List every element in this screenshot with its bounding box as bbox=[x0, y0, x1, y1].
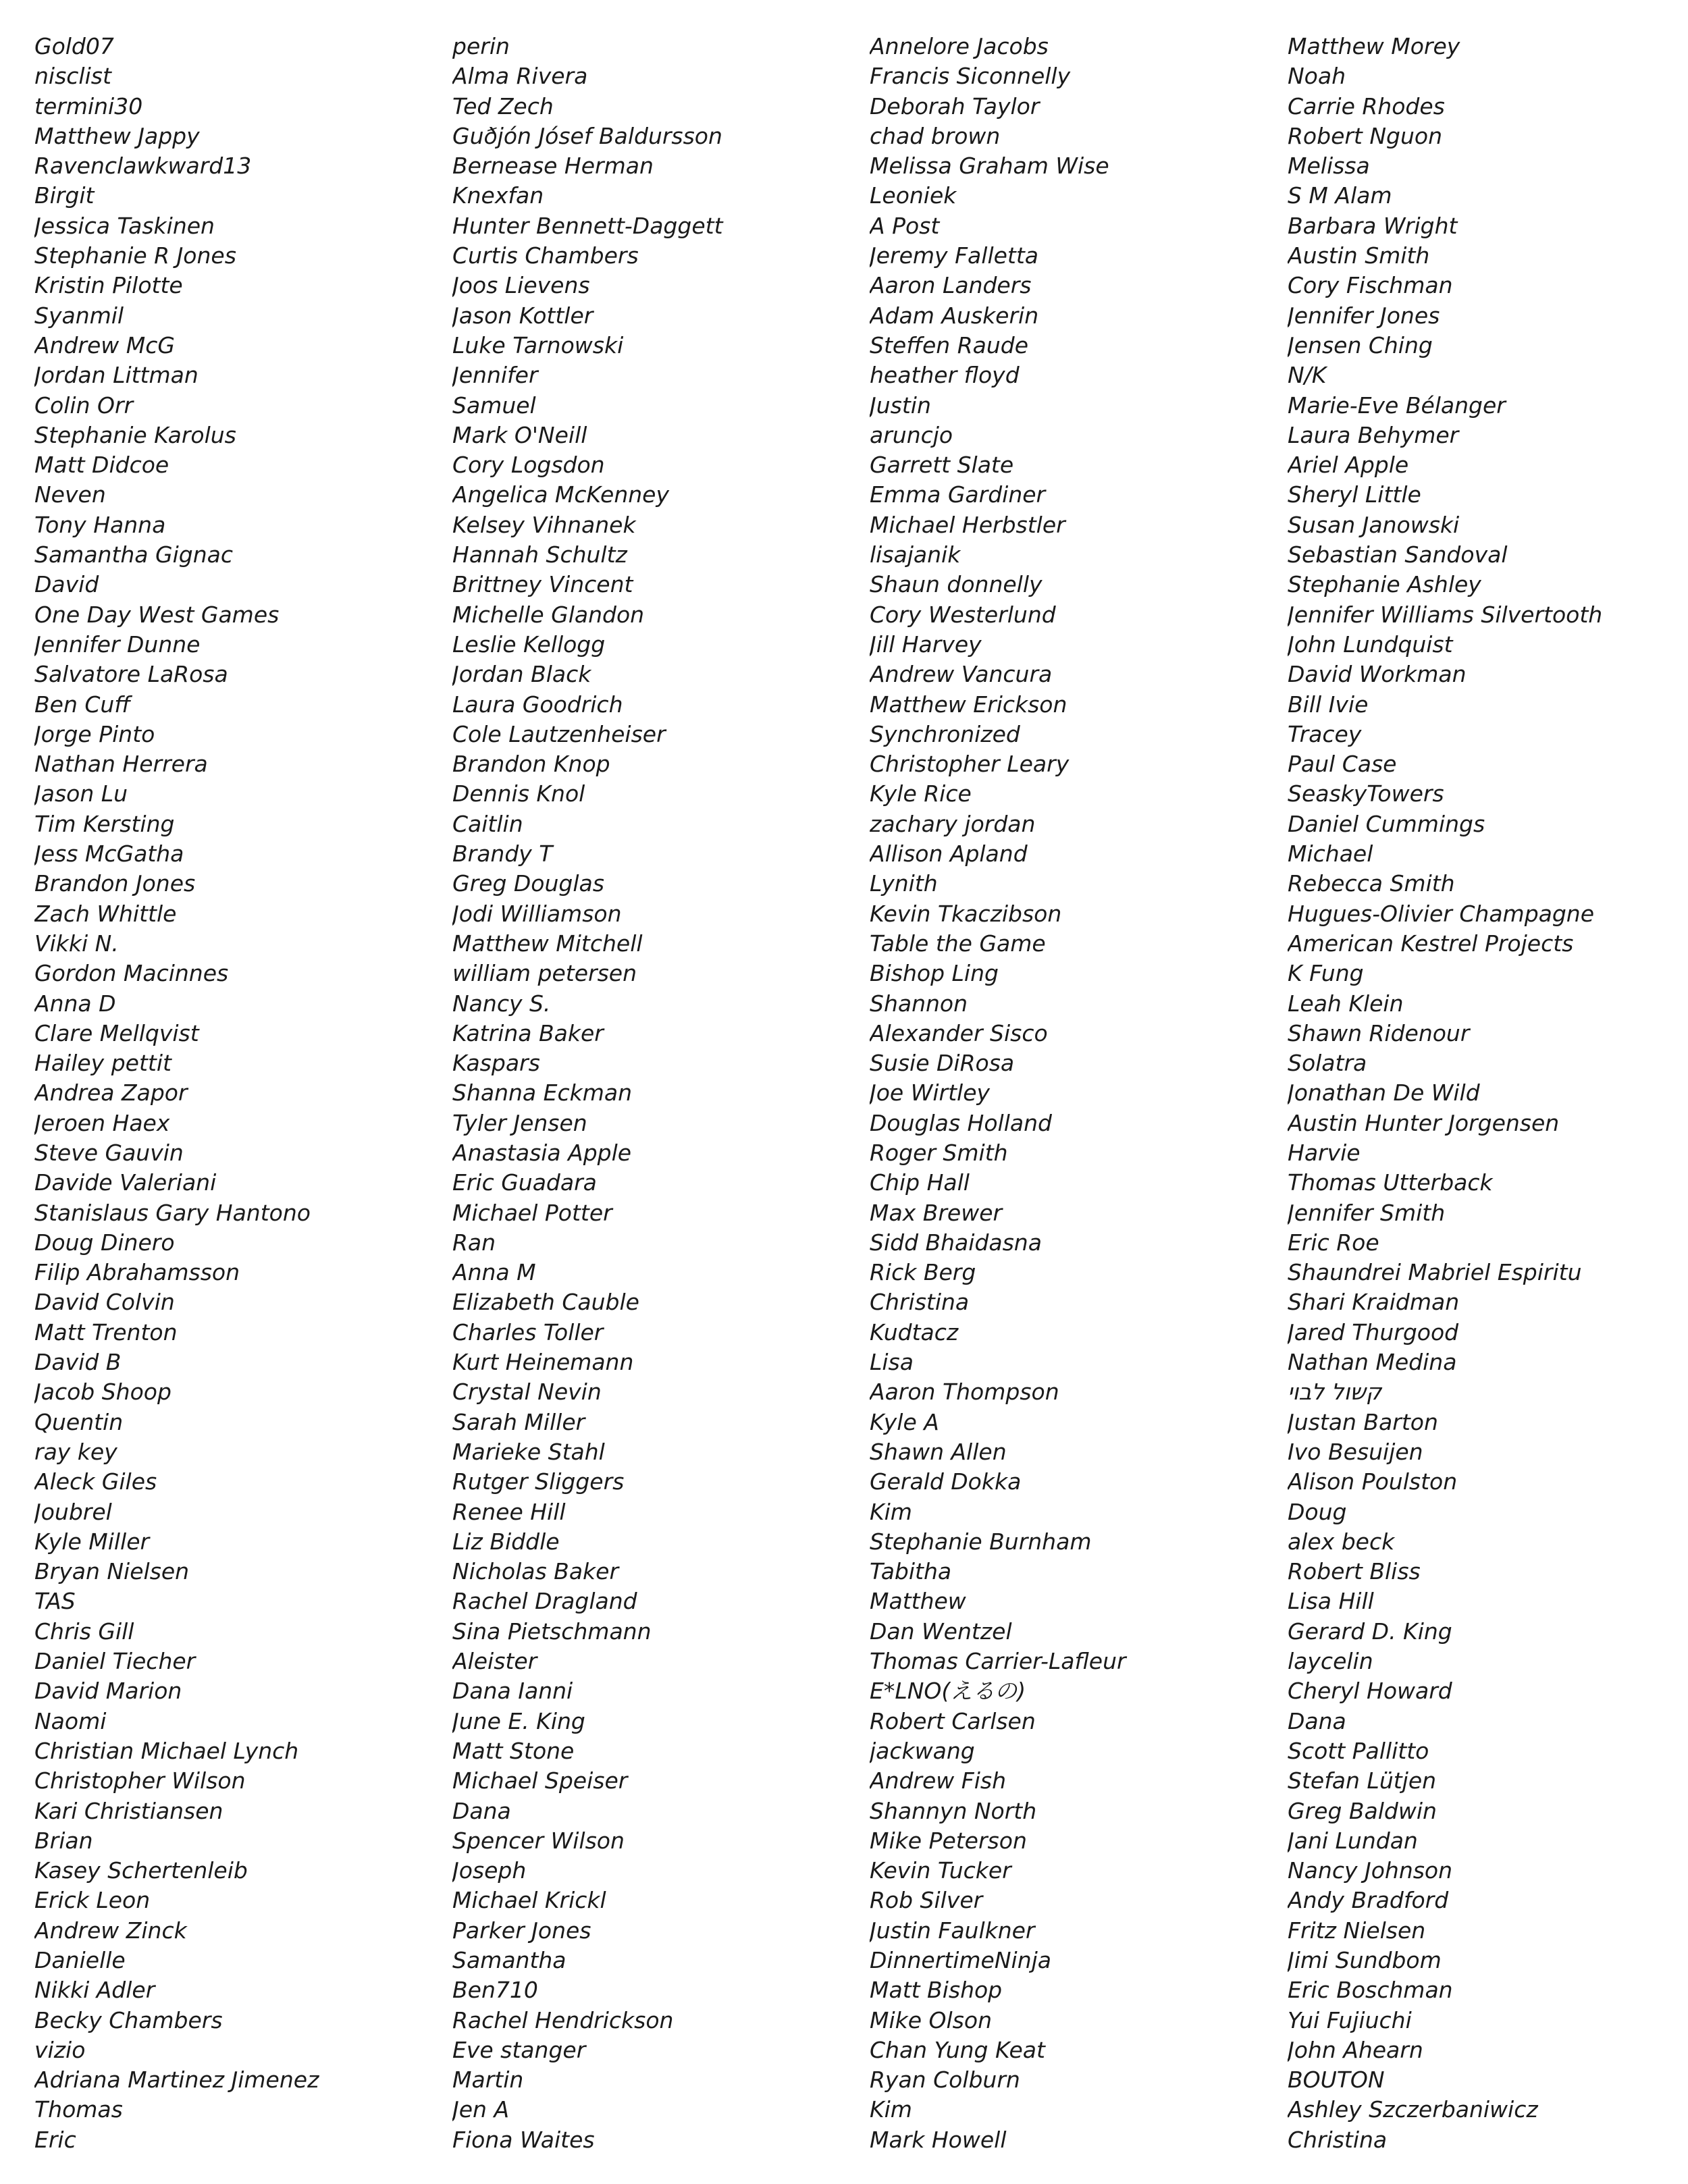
name-entry: Jill Harvey bbox=[870, 631, 982, 658]
name-entry: Dennis Knol bbox=[452, 780, 585, 807]
name-entry: Thomas Carrier-Lafleur bbox=[870, 1648, 1126, 1675]
name-entry: Samantha Gignac bbox=[34, 541, 233, 568]
name-entry: Becky Chambers bbox=[34, 2006, 223, 2033]
name-entry: Mike Peterson bbox=[870, 1827, 1027, 1854]
name-entry: Paul Case bbox=[1288, 751, 1397, 778]
name-entry: Jessica Taskinen bbox=[34, 212, 215, 239]
name-entry: Mark O'Neill bbox=[452, 421, 587, 448]
name-entry: Tabitha bbox=[870, 1558, 952, 1585]
name-entry: Emma Gardiner bbox=[870, 481, 1046, 508]
name-entry: Chris Gill bbox=[34, 1618, 134, 1645]
name-entry: Ben710 bbox=[452, 1977, 538, 2004]
name-entry: Christopher Wilson bbox=[34, 1767, 246, 1794]
name-entry: Rachel Hendrickson bbox=[452, 2006, 674, 2033]
name-entry: Caitlin bbox=[452, 810, 523, 837]
name-entry: Kurt Heinemann bbox=[452, 1349, 634, 1376]
name-entry: Doug Dinero bbox=[34, 1229, 175, 1256]
name-entry: John Lundquist bbox=[1288, 631, 1453, 658]
name-entry: Tracey bbox=[1288, 720, 1362, 747]
name-entry: Jennifer Smith bbox=[1288, 1199, 1446, 1226]
name-entry: Bishop Ling bbox=[870, 960, 999, 987]
name-entry: American Kestrel Projects bbox=[1288, 930, 1574, 957]
name-entry: Steffen Raude bbox=[870, 331, 1029, 358]
name-entry: Eric bbox=[34, 2126, 76, 2153]
name-entry: Bernease Herman bbox=[452, 153, 654, 180]
name-entry: Kevin Tkaczibson bbox=[870, 900, 1062, 927]
name-entry: Hannah Schultz bbox=[452, 541, 627, 568]
name-entry: Shanna Eckman bbox=[452, 1080, 633, 1107]
name-column-1 bbox=[34, 32, 426, 2155]
name-entry: Michael Potter bbox=[452, 1199, 612, 1226]
name-entry: Ran bbox=[452, 1229, 496, 1256]
name-entry: Anna M bbox=[452, 1259, 536, 1286]
name-entry: Knexfan bbox=[452, 182, 544, 209]
name-entry: Hunter Bennett-Daggett bbox=[452, 212, 723, 239]
name-entry: Danielle bbox=[34, 1947, 126, 1973]
name-entry: Kristin Pilotte bbox=[34, 272, 183, 299]
name-entry: Michelle Glandon bbox=[452, 601, 645, 628]
name-entry: Cole Lautzenheiser bbox=[452, 720, 666, 747]
name-entry: Stephanie Burnham bbox=[870, 1528, 1092, 1555]
name-entry: DinnertimeNinja bbox=[870, 1947, 1051, 1973]
name-entry: Rachel Dragland bbox=[452, 1588, 637, 1615]
name-entry: Adriana Martinez Jimenez bbox=[34, 2067, 319, 2094]
name-entry: Lynith bbox=[870, 870, 938, 897]
name-entry: Roger Smith bbox=[870, 1139, 1008, 1166]
name-entry: David B bbox=[34, 1349, 122, 1376]
name-entry: SeaskyTowers bbox=[1288, 780, 1444, 807]
name-entry: Cory Fischman bbox=[1288, 272, 1453, 299]
name-entry: Greg Baldwin bbox=[1288, 1797, 1437, 1824]
name-entry: Matt Trenton bbox=[34, 1319, 178, 1346]
name-entry: Sidd Bhaidasna bbox=[870, 1229, 1042, 1256]
name-entry: Sheryl Little bbox=[1288, 481, 1421, 508]
name-entry: Salvatore LaRosa bbox=[34, 661, 228, 688]
name-entry: Marie-Eve Bélanger bbox=[1288, 392, 1506, 419]
name-entry: Aaron Landers bbox=[870, 272, 1032, 299]
name-entry: Jensen Ching bbox=[1288, 331, 1433, 358]
name-entry: Gold07 bbox=[34, 33, 114, 59]
name-entry: zachary jordan bbox=[870, 810, 1036, 837]
name-entry: David bbox=[34, 571, 99, 598]
name-entry: June E. King bbox=[452, 1707, 585, 1734]
name-entry: David Colvin bbox=[34, 1289, 175, 1316]
name-entry: Jennifer Jones bbox=[1288, 302, 1440, 329]
name-entry: Nathan Medina bbox=[1288, 1349, 1457, 1376]
name-entry: Andy Bradford bbox=[1288, 1887, 1449, 1914]
name-entry: Clare Mellqvist bbox=[34, 1019, 199, 1046]
name-entry: Andrew Fish bbox=[870, 1767, 1007, 1794]
name-entry: Kevin Tucker bbox=[870, 1857, 1011, 1884]
name-entry: Kim bbox=[870, 1498, 912, 1525]
name-entry: termini30 bbox=[34, 92, 143, 119]
name-entry: Naomi bbox=[34, 1707, 107, 1734]
name-entry: Synchronized bbox=[870, 720, 1020, 747]
name-entry: Gerard D. King bbox=[1288, 1618, 1452, 1645]
name-entry: Kelsey Vihnanek bbox=[452, 511, 636, 538]
name-entry: Dan Wentzel bbox=[870, 1618, 1012, 1645]
name-entry: Francis Siconnelly bbox=[870, 63, 1071, 90]
name-entry: Brandon Knop bbox=[452, 751, 610, 778]
name-entry: Matthew bbox=[870, 1588, 966, 1615]
name-entry: Matt Stone bbox=[452, 1737, 575, 1764]
name-entry: Ravenclawkward13 bbox=[34, 153, 252, 180]
name-entry: Nicholas Baker bbox=[452, 1558, 619, 1585]
name-entry: Christina bbox=[870, 1289, 970, 1316]
name-entry: Sarah Miller bbox=[452, 1408, 585, 1435]
name-entry: Alexander Sisco bbox=[870, 1019, 1048, 1046]
name-entry: Rob Silver bbox=[870, 1887, 983, 1914]
name-entry: Renee Hill bbox=[452, 1498, 566, 1525]
name-entry: Mark Howell bbox=[870, 2126, 1007, 2153]
name-column-3 bbox=[870, 32, 1261, 2155]
name-entry: Tyler Jensen bbox=[452, 1109, 587, 1136]
name-entry: Adam Auskerin bbox=[870, 302, 1039, 329]
name-entry: Jason Lu bbox=[34, 780, 128, 807]
name-entry: Alma Rivera bbox=[452, 63, 588, 90]
name-entry: Colin Orr bbox=[34, 392, 134, 419]
name-entry: Ariel Apple bbox=[1288, 452, 1409, 479]
name-entry: Shannyn North bbox=[870, 1797, 1037, 1824]
name-entry: Christopher Leary bbox=[870, 751, 1070, 778]
name-entry: Andrew Zinck bbox=[34, 1917, 187, 1944]
name-entry: Yui Fujiuchi bbox=[1288, 2006, 1412, 2033]
name-entry: Cory Logsdon bbox=[452, 452, 605, 479]
name-entry: Carrie Rhodes bbox=[1288, 92, 1445, 119]
name-list bbox=[870, 32, 1261, 2155]
name-entry: Jeremy Falletta bbox=[870, 242, 1039, 269]
name-entry: Andrew McG bbox=[34, 331, 175, 358]
name-entry: Eve stanger bbox=[452, 2036, 586, 2063]
name-entry: John Ahearn bbox=[1288, 2036, 1423, 2063]
name-entry: Shaun donnelly bbox=[870, 571, 1043, 598]
name-entry: Austin Smith bbox=[1288, 242, 1430, 269]
name-entry: Michael bbox=[1288, 841, 1373, 868]
name-entry: Stephanie Ashley bbox=[1288, 571, 1481, 598]
name-entry: Douglas Holland bbox=[870, 1109, 1052, 1136]
name-entry: K Fung bbox=[1288, 960, 1364, 987]
name-entry: Jorge Pinto bbox=[34, 720, 155, 747]
name-entry: Mike Olson bbox=[870, 2006, 992, 2033]
name-entry: Aleck Giles bbox=[34, 1468, 157, 1495]
name-entry: jackwang bbox=[870, 1737, 975, 1764]
name-entry: Christian Michael Lynch bbox=[34, 1737, 299, 1764]
name-entry: Crystal Nevin bbox=[452, 1379, 602, 1406]
name-entry: Bill Ivie bbox=[1288, 691, 1369, 718]
name-entry: Daniel Cummings bbox=[1288, 810, 1485, 837]
name-entry: Syanmil bbox=[34, 302, 124, 329]
name-entry: Brandy T bbox=[452, 841, 553, 868]
name-entry: TAS bbox=[34, 1588, 76, 1615]
name-entry: Joe Wirtley bbox=[870, 1080, 991, 1107]
name-entry: Annelore Jacobs bbox=[870, 33, 1049, 59]
name-entry: Hugues-Olivier Champagne bbox=[1288, 900, 1595, 927]
name-column-2 bbox=[452, 32, 844, 2155]
name-entry: Michael Speiser bbox=[452, 1767, 628, 1794]
name-entry: David Workman bbox=[1288, 661, 1467, 688]
name-entry: Allison Apland bbox=[870, 841, 1028, 868]
name-entry: Steve Gauvin bbox=[34, 1139, 184, 1166]
name-entry: Curtis Chambers bbox=[452, 242, 639, 269]
name-entry: vizio bbox=[34, 2036, 86, 2063]
name-entry: Lisa bbox=[870, 1349, 914, 1376]
name-entry: Kasey Schertenleib bbox=[34, 1857, 248, 1884]
name-entry: Justan Barton bbox=[1288, 1408, 1438, 1435]
name-entry: Justin Faulkner bbox=[870, 1917, 1035, 1944]
name-entry: heather floyd bbox=[870, 362, 1020, 389]
name-entry: Kudtacz bbox=[870, 1319, 959, 1346]
name-entry: Leoniek bbox=[870, 182, 957, 209]
name-entry: Dana bbox=[452, 1797, 511, 1824]
name-entry: Zach Whittle bbox=[34, 900, 177, 927]
name-entry: Michael Herbstler bbox=[870, 511, 1065, 538]
name-entry: David Marion bbox=[34, 1678, 182, 1705]
name-entry: Angelica McKenney bbox=[452, 481, 669, 508]
name-entry: Jeroen Haex bbox=[34, 1109, 170, 1136]
name-entry: Stephanie Karolus bbox=[34, 421, 236, 448]
name-entry: Jen A bbox=[452, 2096, 510, 2123]
name-entry: Kyle Rice bbox=[870, 780, 972, 807]
name-entry: Davide Valeriani bbox=[34, 1169, 217, 1196]
name-entry: Ivo Besuijen bbox=[1288, 1438, 1423, 1465]
name-entry: Kaspars bbox=[452, 1050, 540, 1077]
name-entry: Laura Behymer bbox=[1288, 421, 1459, 448]
name-entry: Jordan Black bbox=[452, 661, 591, 688]
name-entry: Neven bbox=[34, 481, 106, 508]
name-entry: Gordon Macinnes bbox=[34, 960, 229, 987]
name-entry: Nathan Herrera bbox=[34, 751, 208, 778]
name-entry: nisclist bbox=[34, 63, 111, 90]
name-entry: Aaron Thompson bbox=[870, 1379, 1059, 1406]
name-entry: Charles Toller bbox=[452, 1319, 604, 1346]
name-list bbox=[452, 32, 844, 2155]
name-list bbox=[1288, 32, 1679, 2155]
name-entry: Melissa Graham Wise bbox=[870, 153, 1109, 180]
name-entry: laycelin bbox=[1288, 1648, 1373, 1675]
name-entry: A Post bbox=[870, 212, 940, 239]
name-entry: Kim bbox=[870, 2096, 912, 2123]
name-entry: Hailey pettit bbox=[34, 1050, 172, 1077]
name-entry: Austin Hunter Jorgensen bbox=[1288, 1109, 1560, 1136]
name-entry: Robert Carlsen bbox=[870, 1707, 1036, 1734]
name-entry: Stanislaus Gary Hantono bbox=[34, 1199, 311, 1226]
name-entry: Laura Goodrich bbox=[452, 691, 623, 718]
name-entry: Greg Douglas bbox=[452, 870, 604, 897]
name-entry: Leslie Kellogg bbox=[452, 631, 606, 658]
name-entry: Anna D bbox=[34, 990, 116, 1017]
name-entry: Tony Hanna bbox=[34, 511, 166, 538]
name-entry: Sina Pietschmann bbox=[452, 1618, 652, 1645]
name-entry: Jodi Williamson bbox=[452, 900, 622, 927]
name-entry: Jonathan De Wild bbox=[1288, 1080, 1480, 1107]
name-entry: N/K bbox=[1288, 362, 1327, 389]
name-list bbox=[34, 32, 426, 2155]
name-entry: Matt Bishop bbox=[870, 1977, 1003, 2004]
name-entry: Erick Leon bbox=[34, 1887, 151, 1914]
name-entry: Bryan Nielsen bbox=[34, 1558, 190, 1585]
name-column-4 bbox=[1288, 32, 1679, 2155]
name-entry: Birgit bbox=[34, 182, 95, 209]
name-entry: Marieke Stahl bbox=[452, 1438, 605, 1465]
name-entry: Melissa bbox=[1288, 153, 1370, 180]
name-entry: lisajanik bbox=[870, 541, 961, 568]
name-entry: william petersen bbox=[452, 960, 637, 987]
name-entry: Samantha bbox=[452, 1947, 566, 1973]
name-entry: Dana bbox=[1288, 1707, 1346, 1734]
name-entry: Andrew Vancura bbox=[870, 661, 1053, 688]
name-entry: chad brown bbox=[870, 122, 1001, 149]
name-entry: Filip Abrahamsson bbox=[34, 1259, 240, 1286]
name-entry: Thomas bbox=[34, 2096, 123, 2123]
name-entry: Matthew Jappy bbox=[34, 122, 200, 149]
name-entry: Ted Zech bbox=[452, 92, 554, 119]
name-entry: Daniel Tiecher bbox=[34, 1648, 196, 1675]
name-entry: Elizabeth Cauble bbox=[452, 1289, 639, 1316]
name-entry: Joos Lievens bbox=[452, 272, 590, 299]
name-entry: Shaundrei Mabriel Espiritu bbox=[1288, 1259, 1582, 1286]
name-entry: Cheryl Howard bbox=[1288, 1678, 1452, 1705]
name-entry: Leah Klein bbox=[1288, 990, 1404, 1017]
name-entry: Solatra bbox=[1288, 1050, 1367, 1077]
name-entry: S M Alam bbox=[1288, 182, 1392, 209]
name-entry: Nikki Adler bbox=[34, 1977, 155, 2004]
name-entry: Joseph bbox=[452, 1857, 527, 1884]
name-entry: Deborah Taylor bbox=[870, 92, 1040, 119]
name-entry: Shannon bbox=[870, 990, 968, 1017]
name-entry: Doug bbox=[1288, 1498, 1347, 1525]
name-entry: Noah bbox=[1288, 63, 1346, 90]
name-entry: Rutger Sliggers bbox=[452, 1468, 625, 1495]
name-entry: Shawn Ridenour bbox=[1288, 1019, 1470, 1046]
name-entry: Guðjón Jósef Baldursson bbox=[452, 122, 722, 149]
name-entry: Michael Krickl bbox=[452, 1887, 606, 1914]
name-entry: Table the Game bbox=[870, 930, 1046, 957]
name-entry: Barbara Wright bbox=[1288, 212, 1458, 239]
name-entry: Andrea Zapor bbox=[34, 1080, 188, 1107]
name-entry: Matt Didcoe bbox=[34, 452, 169, 479]
name-entry: Katrina Baker bbox=[452, 1019, 604, 1046]
name-entry: BOUTON bbox=[1288, 2067, 1385, 2094]
name-entry: Robert Nguon bbox=[1288, 122, 1443, 149]
name-entry: Shawn Allen bbox=[870, 1438, 1007, 1465]
name-entry: Ryan Colburn bbox=[870, 2067, 1020, 2094]
name-entry: Gerald Dokka bbox=[870, 1468, 1022, 1495]
name-entry: Jared Thurgood bbox=[1288, 1319, 1459, 1346]
name-entry: Stephanie R Jones bbox=[34, 242, 236, 269]
name-entry: Nancy S. bbox=[452, 990, 551, 1017]
name-entry: Harvie bbox=[1288, 1139, 1361, 1166]
name-entry: Rebecca Smith bbox=[1288, 870, 1455, 897]
name-entry: Max Brewer bbox=[870, 1199, 1003, 1226]
name-entry: Susie DiRosa bbox=[870, 1050, 1015, 1077]
name-entry: Jess McGatha bbox=[34, 841, 184, 868]
name-entry: Scott Pallitto bbox=[1288, 1737, 1429, 1764]
name-entry: Alison Poulston bbox=[1288, 1468, 1458, 1495]
name-entry: Jacob Shoop bbox=[34, 1379, 172, 1406]
name-entry: Cory Westerlund bbox=[870, 601, 1056, 628]
name-entry: E*LNO(えるの) bbox=[870, 1678, 1026, 1705]
name-entry: Thomas Utterback bbox=[1288, 1169, 1493, 1196]
name-entry: Eric Boschman bbox=[1288, 1977, 1453, 2004]
name-entry: Chip Hall bbox=[870, 1169, 970, 1196]
name-entry: Nancy Johnson bbox=[1288, 1857, 1453, 1884]
name-entry: Liz Biddle bbox=[452, 1528, 560, 1555]
name-entry: Jani Lundan bbox=[1288, 1827, 1418, 1854]
name-entry: Vikki N. bbox=[34, 930, 119, 957]
name-entry: Jennifer Dunne bbox=[34, 631, 201, 658]
name-entry: Eric Roe bbox=[1288, 1229, 1379, 1256]
name-entry: Christina bbox=[1288, 2126, 1388, 2153]
name-entry: Kyle Miller bbox=[34, 1528, 150, 1555]
name-entry: Spencer Wilson bbox=[452, 1827, 625, 1854]
name-entry: Susan Janowski bbox=[1288, 511, 1460, 538]
name-entry: Eric Guadara bbox=[452, 1169, 597, 1196]
name-entry: Kyle A bbox=[870, 1408, 939, 1435]
name-entry: Shari Kraidman bbox=[1288, 1289, 1460, 1316]
name-entry: Robert Bliss bbox=[1288, 1558, 1421, 1585]
name-entry: One Day West Games bbox=[34, 601, 280, 628]
name-entry: Jennifer bbox=[452, 362, 538, 389]
name-entry: Ashley Szczerbaniwicz bbox=[1288, 2096, 1538, 2123]
name-entry: Matthew Erickson bbox=[870, 691, 1067, 718]
name-entry: Brittney Vincent bbox=[452, 571, 633, 598]
name-entry: Sebastian Sandoval bbox=[1288, 541, 1508, 568]
name-entry: Garrett Slate bbox=[870, 452, 1014, 479]
name-entry: aruncjo bbox=[870, 421, 953, 448]
name-entry: Chan Yung Keat bbox=[870, 2036, 1045, 2063]
name-entry: Tim Kersting bbox=[34, 810, 175, 837]
name-entry: Dana Ianni bbox=[452, 1678, 573, 1705]
name-entry: ray key bbox=[34, 1438, 117, 1465]
name-entry: Samuel bbox=[452, 392, 536, 419]
name-entry: Fiona Waites bbox=[452, 2126, 595, 2153]
name-entry: קשול לבוי bbox=[1288, 1379, 1382, 1406]
name-entry: Jordan Littman bbox=[34, 362, 199, 389]
name-entry: Martin bbox=[452, 2067, 524, 2094]
name-entry: Rick Berg bbox=[870, 1259, 976, 1286]
name-entry: Justin bbox=[870, 392, 931, 419]
name-entry: Jimi Sundbom bbox=[1288, 1947, 1442, 1973]
name-entry: Brian bbox=[34, 1827, 93, 1854]
name-entry: Fritz Nielsen bbox=[1288, 1917, 1426, 1944]
name-entry: Aleister bbox=[452, 1648, 537, 1675]
name-entry: Matthew Morey bbox=[1288, 33, 1460, 59]
name-entry: Lisa Hill bbox=[1288, 1588, 1374, 1615]
name-entry: Brandon Jones bbox=[34, 870, 196, 897]
name-entry: Jennifer Williams Silvertooth bbox=[1288, 601, 1603, 628]
name-entry: perin bbox=[452, 33, 510, 59]
name-entry: Jason Kottler bbox=[452, 302, 594, 329]
name-entry: Kari Christiansen bbox=[34, 1797, 223, 1824]
name-entry: Joubrel bbox=[34, 1498, 112, 1525]
name-entry: Anastasia Apple bbox=[452, 1139, 632, 1166]
name-entry: Matthew Mitchell bbox=[452, 930, 643, 957]
name-entry: Ben Cuff bbox=[34, 691, 131, 718]
name-entry: Quentin bbox=[34, 1408, 124, 1435]
name-entry: Stefan Lütjen bbox=[1288, 1767, 1437, 1794]
name-entry: alex beck bbox=[1288, 1528, 1395, 1555]
name-entry: Luke Tarnowski bbox=[452, 331, 624, 358]
name-entry: Parker Jones bbox=[452, 1917, 591, 1944]
